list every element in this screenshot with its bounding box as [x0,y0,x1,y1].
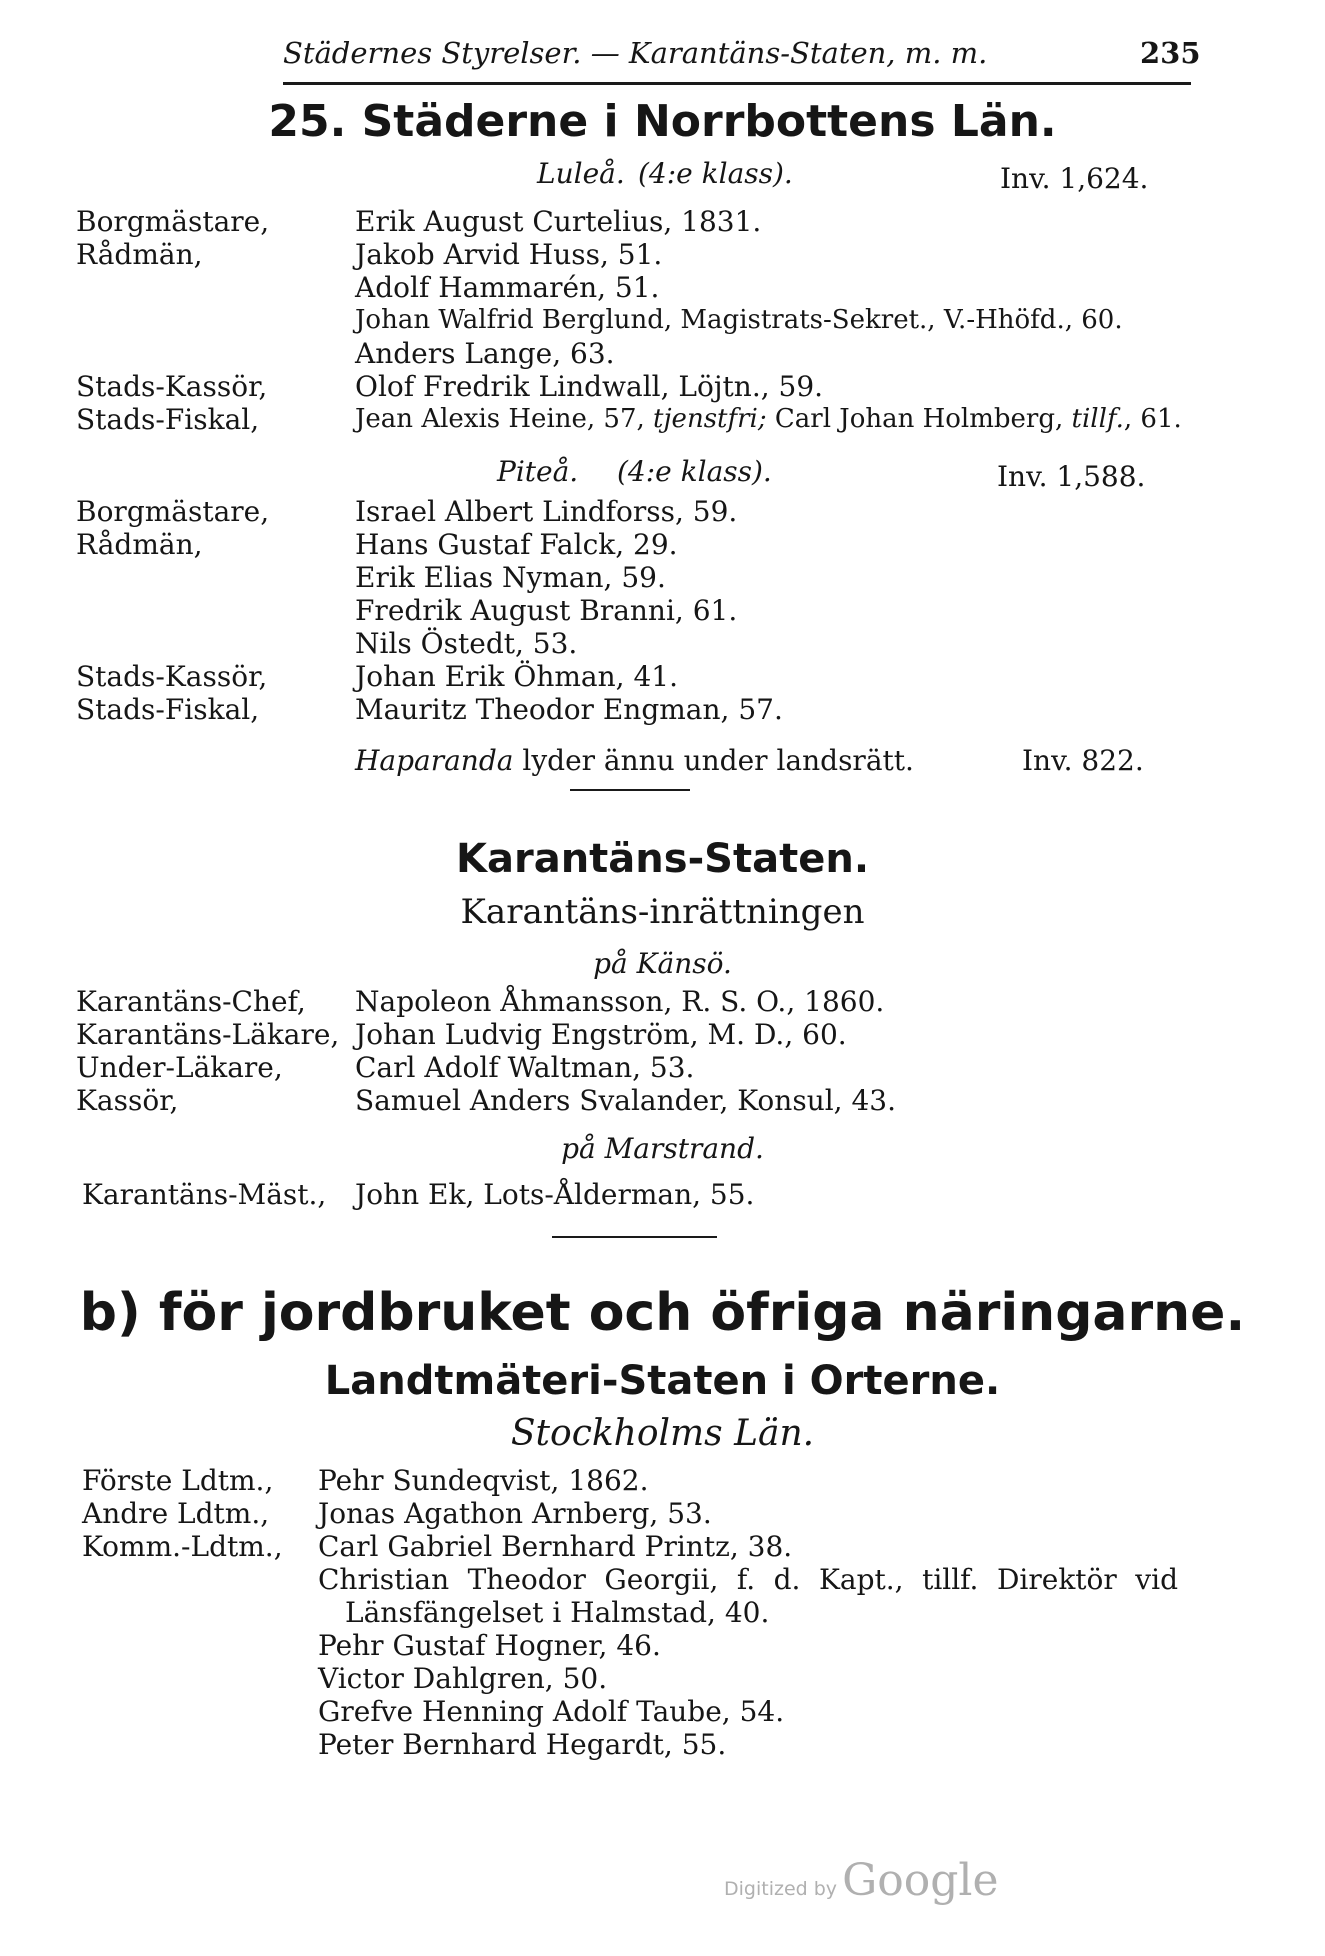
lan-heading: Stockholms Län. [510,1413,815,1454]
google-watermark [724,1855,999,1906]
landtmateri-heading: Landtmäteri-Staten i Orterne. [324,1358,1001,1404]
entry-text: Pehr Sundeqvist, 1862. [318,1464,649,1497]
google-logo: Google [842,1855,999,1906]
entry-text: Adolf Hammarén, 51. [355,271,660,304]
town-pitea-class: (4:e klass). [617,455,772,488]
section-divider [570,789,690,791]
entry-label: Andre Ldtm., [82,1497,270,1530]
entry-text: Erik August Curtelius, 1831. [355,205,762,238]
entry-text: Grefve Henning Adolf Taube, 54. [318,1695,785,1728]
entry-text: Victor Dahlgren, 50. [318,1662,608,1695]
entry-label: Förste Ldtm., [82,1464,274,1497]
karantans-subheading: Karantäns-inrättningen [460,892,865,932]
entry-label: Kassör, [76,1084,179,1117]
entry-text-part: Carl Johan Holmberg, [766,404,1072,434]
entry-text: Israel Albert Lindforss, 59. [355,495,738,528]
entry-text: Jakob Arvid Huss, 51. [355,238,663,271]
karantans-place-kanso: på Känsö. [593,947,732,980]
entry-text-part: tjenstfri; [653,404,767,434]
entry-label: Stads-Fiskal, [76,693,260,726]
entry-text: Johan Walfrid Berglund, Magistrats-Sekret., V.-Hhöfd., 60. [355,305,1123,335]
entry-text: John Ek, Lots-Ålderman, 55. [355,1178,755,1211]
entry-text: Mauritz Theodor Engman, 57. [355,693,783,726]
entry-label: Komm.-Ldtm., [82,1530,283,1563]
town-lulea-class: (4:e klass). [638,157,793,190]
entry-text-part: Jean Alexis Heine, 57, [355,404,654,434]
section-divider [552,1236,717,1238]
entry-text: Pehr Gustaf Hogner, 46. [318,1629,661,1662]
entry-text: Napoleon Åhmansson, R. S. O., 1860. [355,985,885,1018]
entry-text: Nils Östedt, 53. [355,627,578,660]
entry-label: Rådmän, [76,238,203,271]
town-lulea: Luleå. [537,157,625,190]
entry-label: Karantäns-Chef, [76,985,306,1018]
town-pitea: Piteå. [497,455,579,488]
part-b-heading: b) för jordbruket och öfriga näringarne. [79,1283,1246,1343]
entry-label: Karantäns-Mäst., [82,1178,327,1211]
entry-label: Stads-Kassör, [76,370,268,403]
entry-label: Under-Läkare, [76,1051,283,1084]
karantans-place-marstrand: på Marstrand. [561,1132,764,1165]
lulea-inv: Inv. 1,624. [1000,162,1149,195]
entry-text: Johan Ludvig Engström, M. D., 60. [355,1018,847,1051]
entry-text: Johan Erik Öhman, 41. [355,660,678,693]
entry-text-part: , 61. [1123,404,1182,434]
entry-label: Borgmästare, [76,205,270,238]
entry-text: Fredrik August Branni, 61. [355,594,738,627]
haparanda-text: lyder ännu under landsrätt. [513,744,914,777]
entry-label: Stads-Fiskal, [76,403,260,436]
entry-text-fiskal-lulea [355,403,1182,436]
entry-text: Christian Theodor Georgii, f. d. Kapt., tillf. Direktör vid [318,1563,1178,1596]
haparanda-line [355,744,914,777]
watermark-digitized: Digitized by [724,1878,838,1900]
town-haparanda: Haparanda [355,744,514,777]
entry-text: Hans Gustaf Falck, 29. [355,528,678,561]
entry-text: Samuel Anders Svalander, Konsul, 43. [355,1084,897,1117]
entry-text: Carl Adolf Waltman, 53. [355,1051,695,1084]
entry-text: Peter Bernhard Hegardt, 55. [318,1728,727,1761]
entry-text: Olof Fredrik Lindwall, Löjtn., 59. [355,370,824,403]
entry-label: Rådmän, [76,528,203,561]
entry-text: Länsfängelset i Halmstad, 40. [345,1596,770,1629]
header-rule [283,82,1191,85]
entry-text: Jonas Agathon Arnberg, 53. [318,1497,712,1530]
entry-text: Anders Lange, 63. [355,337,615,370]
entry-text: Carl Gabriel Bernhard Printz, 38. [318,1530,793,1563]
pitea-inv: Inv. 1,588. [997,460,1146,493]
entry-label: Borgmästare, [76,495,270,528]
entry-text-part: tillf. [1071,404,1124,434]
haparanda-inv: Inv. 822. [1022,744,1144,777]
section-heading-norrbotten: 25. Städerne i Norrbottens Län. [268,96,1057,147]
page-number: 235 [1140,36,1201,70]
karantans-heading: Karantäns-Staten. [455,836,870,882]
entry-label: Stads-Kassör, [76,660,268,693]
running-header: Städernes Styrelser. — Karantäns-Staten, m. m. [283,36,988,70]
entry-label: Karantäns-Läkare, [76,1018,340,1051]
entry-text: Erik Elias Nyman, 59. [355,561,666,594]
